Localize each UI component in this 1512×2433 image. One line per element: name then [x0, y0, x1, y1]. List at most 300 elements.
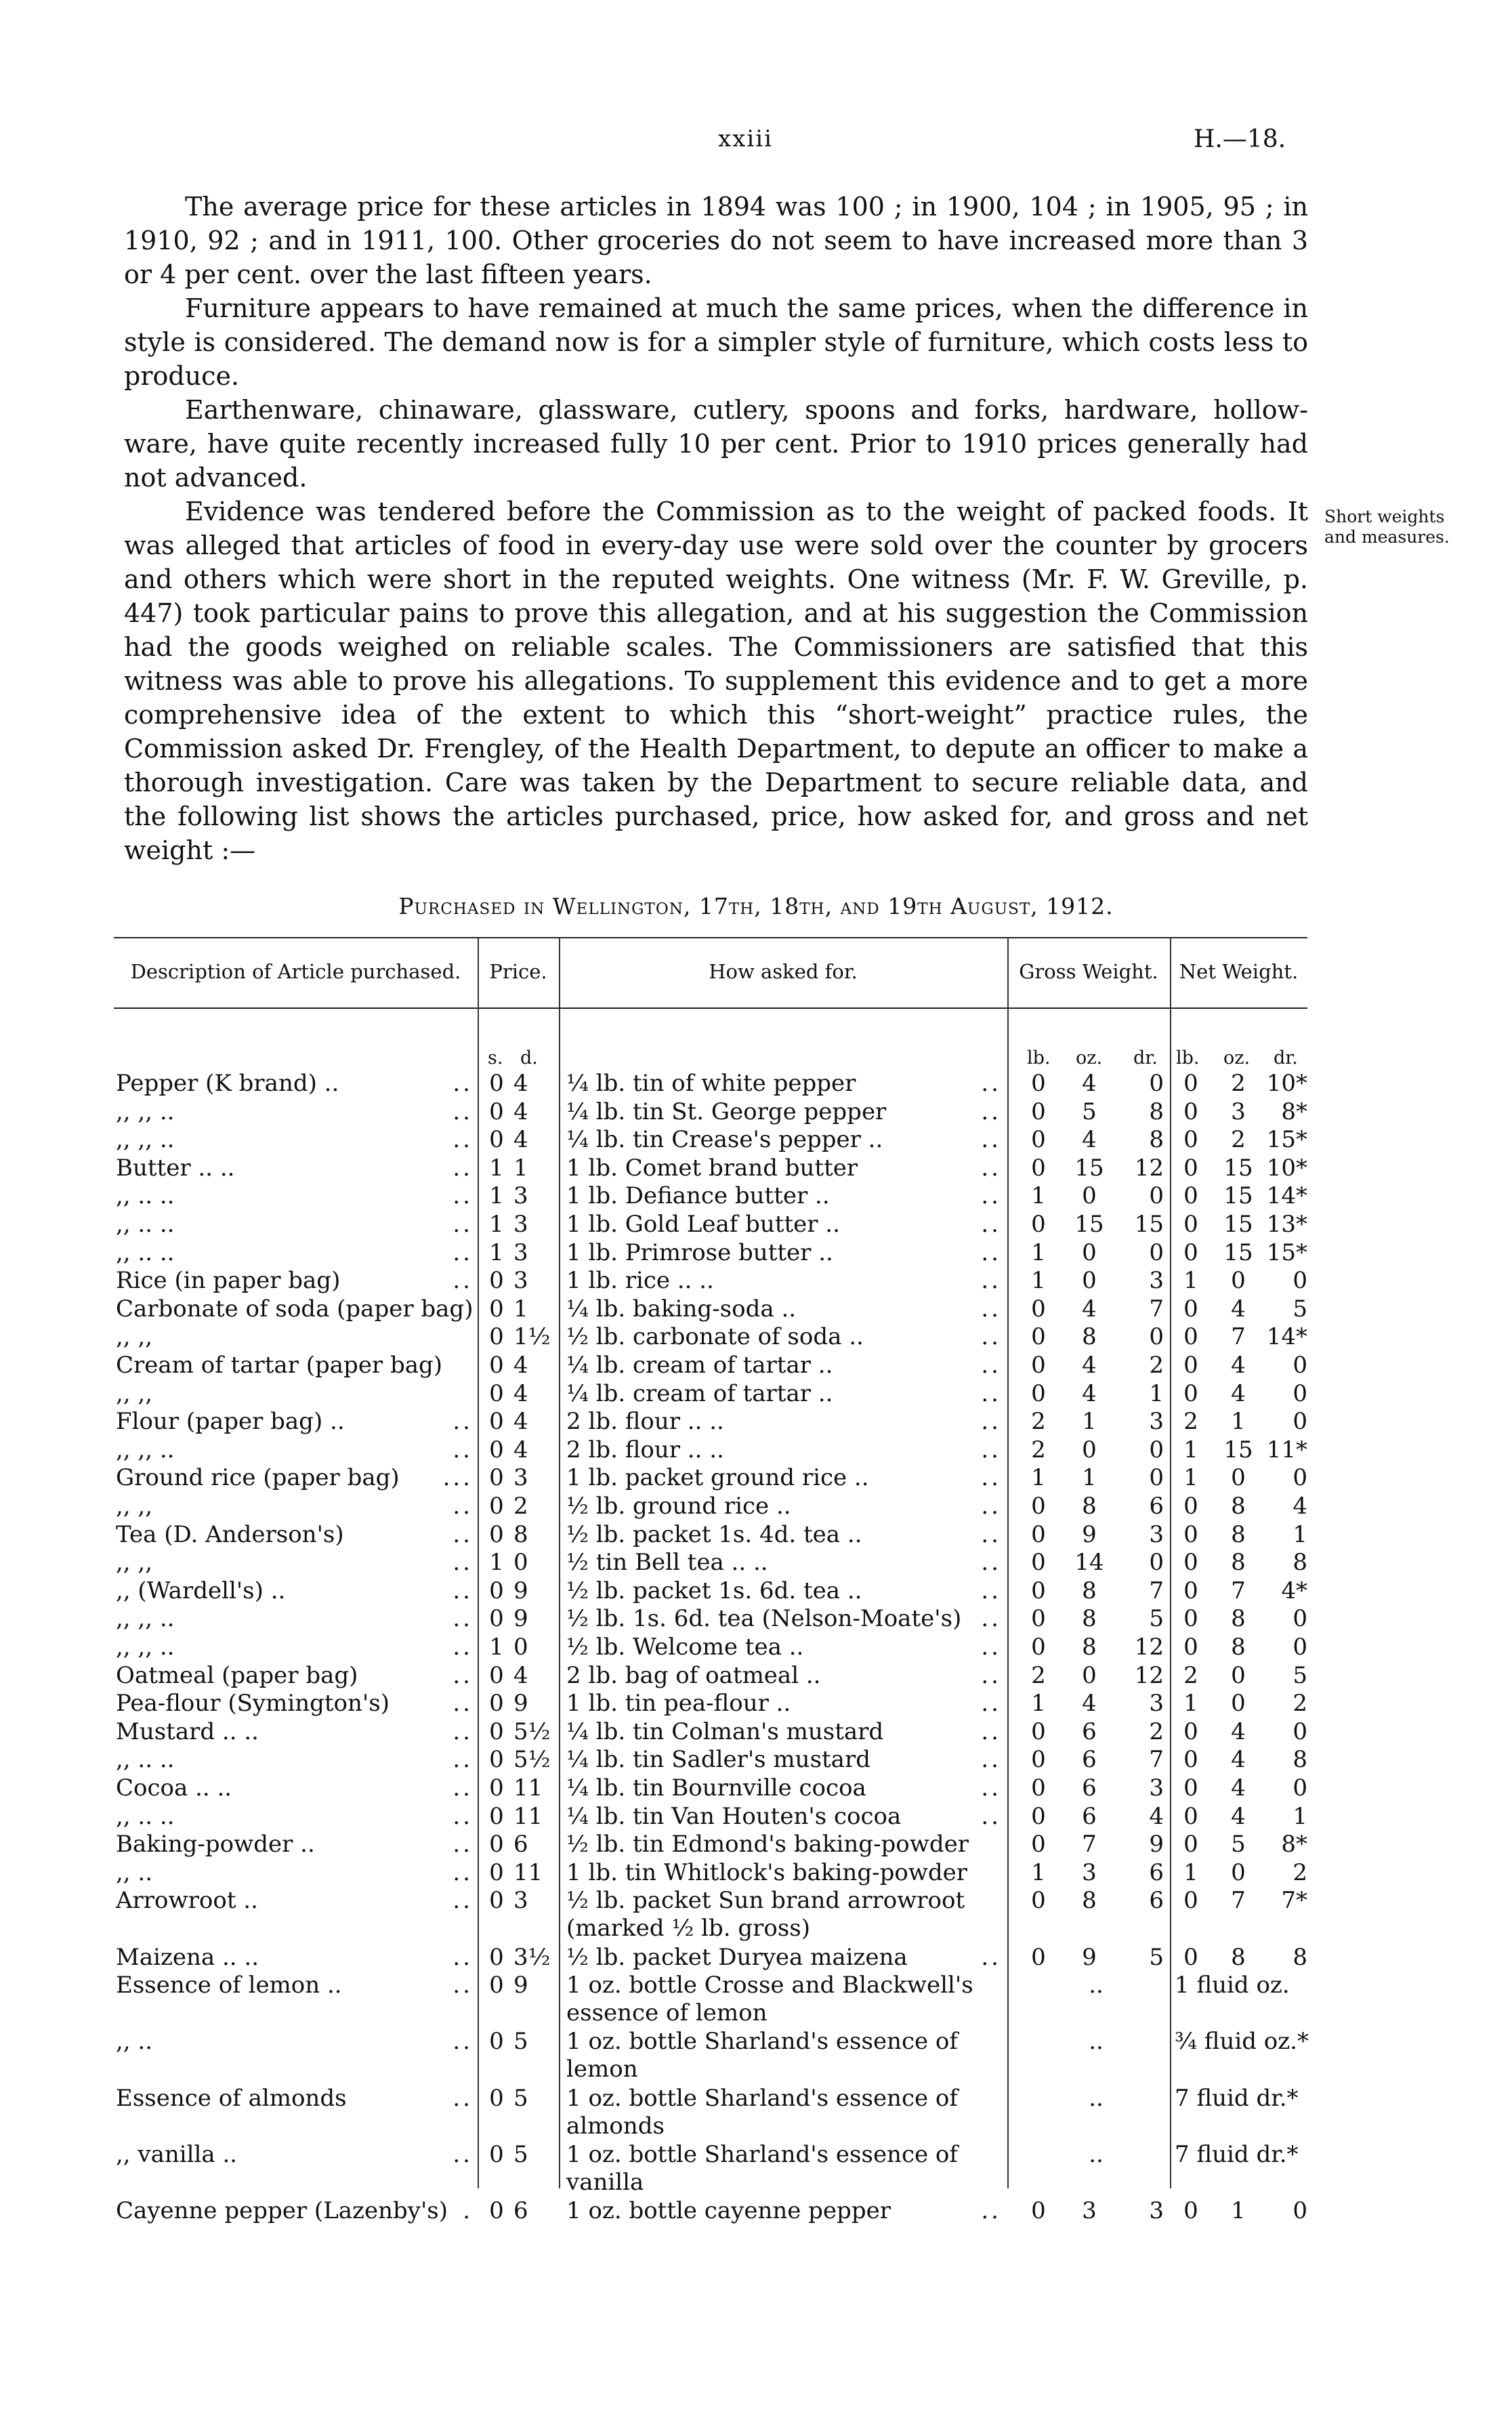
- price-shillings: 0: [489, 1436, 504, 1463]
- leader-dots: ..: [981, 1493, 1001, 1520]
- article-description: ,, ,, ..: [116, 1634, 175, 1661]
- header-how-asked: How asked for.: [709, 960, 858, 983]
- net-oz: 15: [1223, 1154, 1253, 1182]
- price-shillings: 0: [489, 1831, 504, 1858]
- price-shillings: 0: [489, 1267, 504, 1295]
- leader-dots: ..: [981, 1126, 1001, 1154]
- page-header: [0, 125, 1512, 159]
- net-lb: 0: [1183, 1239, 1198, 1266]
- net-oz: 3: [1231, 1098, 1246, 1125]
- net-oz: 7: [1231, 1577, 1246, 1604]
- leader-dots: ..: [453, 1746, 473, 1774]
- price-shillings: 0: [489, 1295, 504, 1323]
- price-shillings: 0: [489, 2028, 504, 2056]
- how-asked-for: 1 lb. tin pea-flour ..: [566, 1690, 791, 1718]
- gross-lb: 0: [1031, 1323, 1046, 1351]
- gross-oz: 7: [1082, 1831, 1097, 1858]
- price-pence: 1: [513, 1295, 528, 1323]
- net-dr: 1: [1293, 1802, 1307, 1830]
- gross-oz: 0: [1082, 1182, 1097, 1210]
- net-lb: 0: [1183, 1634, 1198, 1661]
- leader-dots: ..: [981, 1774, 1001, 1802]
- net-oz: 4: [1231, 1379, 1246, 1407]
- article-description: ,, ,,: [116, 1379, 153, 1407]
- how-asked-for: ¼ lb. tin of white pepper: [566, 1070, 856, 1097]
- price-pence: 4: [513, 1379, 528, 1407]
- price-shillings: 0: [489, 1070, 504, 1097]
- gross-oz: 4: [1082, 1295, 1097, 1323]
- net-lb: 0: [1183, 1718, 1198, 1745]
- leader-dots: ..: [981, 1690, 1001, 1718]
- how-asked-for: ½ lb. packet 1s. 6d. tea ..: [566, 1577, 862, 1604]
- net-oz: 2: [1231, 1126, 1246, 1154]
- gross-lb: 0: [1031, 1605, 1046, 1633]
- gross-dr: 12: [1134, 1154, 1164, 1182]
- body-text: [124, 190, 1308, 867]
- gross-lb: 1: [1031, 1858, 1046, 1886]
- net-dr: 0: [1293, 1634, 1307, 1661]
- net-oz: 7: [1231, 1323, 1246, 1351]
- net-dr: 8: [1293, 1746, 1307, 1774]
- article-description: ,, .. ..: [116, 1746, 175, 1774]
- leader-dots: ..: [981, 1267, 1001, 1295]
- margin-note: Short weights and measures.: [1324, 507, 1450, 547]
- net-lb: 0: [1183, 1070, 1198, 1097]
- how-asked-for: ½ lb. tin Edmond's baking-powder: [566, 1831, 969, 1858]
- gross-oz: 8: [1082, 1577, 1097, 1604]
- gross-oz: 6: [1082, 1802, 1097, 1830]
- gross-oz: 15: [1074, 1154, 1104, 1182]
- gross-oz: 8: [1082, 1634, 1097, 1661]
- gross-dr: 1: [1149, 1379, 1164, 1407]
- leader-dots: ..: [981, 1464, 1001, 1492]
- leader-dots: ..: [981, 1577, 1001, 1604]
- net-dr: 8: [1293, 1549, 1307, 1577]
- net-oz: 8: [1231, 1605, 1246, 1633]
- net-dr: 0: [1293, 1464, 1307, 1492]
- divider-how: [559, 938, 560, 2188]
- gross-dr: 7: [1149, 1295, 1164, 1323]
- gross-oz: 8: [1082, 1605, 1097, 1633]
- price-shillings: 0: [489, 1887, 504, 1915]
- gross-lb: 0: [1031, 1549, 1046, 1577]
- price-pence: 9: [513, 1605, 528, 1633]
- price-pence: 5: [513, 2028, 528, 2056]
- gross-oz: 9: [1082, 1943, 1097, 1971]
- how-asked-for: 1 lb. packet ground rice ..: [566, 1464, 869, 1492]
- how-asked-for: ½ lb. Welcome tea ..: [566, 1634, 804, 1661]
- how-asked-for: ½ tin Bell tea .. ..: [566, 1549, 768, 1577]
- how-asked-for: ¼ lb. tin Sadler's mustard: [566, 1746, 870, 1774]
- gross-lb: 1: [1031, 1182, 1046, 1210]
- price-shillings: 0: [489, 1408, 504, 1436]
- gross-dr: 12: [1134, 1661, 1164, 1689]
- net-fluid-measure: ¾ fluid oz.*: [1175, 2028, 1309, 2056]
- gross-oz: 6: [1082, 1718, 1097, 1745]
- price-pence: 5½: [513, 1746, 551, 1774]
- leader-dots: ..: [981, 1211, 1001, 1238]
- gross-lb: 2: [1031, 1661, 1046, 1689]
- gross-lb: 0: [1031, 1577, 1046, 1604]
- price-pence: 3: [513, 1182, 528, 1210]
- net-lb: 0: [1183, 1379, 1198, 1407]
- how-asked-for: ½ lb. carbonate of soda ..: [566, 1323, 864, 1351]
- header-net-weight: Net Weight.: [1179, 960, 1299, 983]
- paragraph-prices: The average price for these articles in 1894 was 100 ; in 1900, 104 ; in 1905, 95 ; in 1910, 92 ; and in 1911, 100. Other groceries do not seem to have increased more than 3 or 4 per cent. over the last fifteen years.: [124, 192, 1308, 289]
- price-pence: 6: [513, 1831, 528, 1858]
- leader-dots: ..: [453, 1211, 473, 1238]
- price-shillings: 0: [489, 1690, 504, 1718]
- leader-dots: ...: [442, 1464, 473, 1492]
- net-fluid-measure: 1 fluid oz.: [1175, 1972, 1290, 1999]
- price-pence: 0: [513, 1634, 528, 1661]
- leader-dots: ..: [453, 1605, 473, 1633]
- gross-not-given: ..: [1089, 2084, 1104, 2112]
- price-pence: 0: [513, 1549, 528, 1577]
- price-pence: 6: [513, 2197, 528, 2224]
- leader-dots: ..: [981, 1408, 1001, 1436]
- header-gross-weight: Gross Weight.: [1019, 960, 1158, 983]
- gross-lb: 0: [1031, 1295, 1046, 1323]
- article-description: ,, ..: [116, 1858, 153, 1886]
- net-oz: 0: [1231, 1690, 1246, 1718]
- price-pence: 4: [513, 1098, 528, 1125]
- leader-dots: ..: [453, 1070, 473, 1097]
- price-pence: 4: [513, 1661, 528, 1689]
- price-shillings: 0: [489, 1493, 504, 1520]
- gross-dr: 0: [1149, 1182, 1164, 1210]
- article-description: Baking-powder ..: [116, 1831, 315, 1858]
- how-asked-for: ½ lb. packet 1s. 4d. tea ..: [566, 1520, 862, 1548]
- net-fluid-measure: 7 fluid dr.*: [1175, 2140, 1299, 2168]
- price-shillings: 0: [489, 1972, 504, 1999]
- article-description: Carbonate of soda (paper bag): [116, 1295, 474, 1323]
- gross-dr: 3: [1149, 1520, 1164, 1548]
- net-dr: 5: [1293, 1661, 1307, 1689]
- unit-pence: d.: [520, 1047, 538, 1068]
- net-oz: 1: [1231, 1408, 1246, 1436]
- net-oz: 8: [1231, 1493, 1246, 1520]
- how-asked-for: 2 lb. flour .. ..: [566, 1436, 724, 1463]
- article-description: Essence of lemon ..: [116, 1972, 342, 1999]
- net-oz: 1: [1231, 2197, 1246, 2224]
- net-lb: 1: [1183, 1436, 1198, 1463]
- article-description: Butter .. ..: [116, 1154, 235, 1182]
- article-description: Cocoa .. ..: [116, 1774, 232, 1802]
- net-oz: 15: [1223, 1436, 1253, 1463]
- article-description: Tea (D. Anderson's): [116, 1520, 344, 1548]
- net-dr: 0: [1293, 1718, 1307, 1745]
- gross-lb: 0: [1031, 1774, 1046, 1802]
- how-asked-for: 1 lb. Comet brand butter: [566, 1154, 858, 1182]
- article-description: ,, vanilla ..: [116, 2140, 238, 2168]
- net-dr: 0: [1293, 1267, 1307, 1295]
- unit-gross-lb: lb.: [1027, 1047, 1051, 1068]
- gross-dr: 8: [1149, 1126, 1164, 1154]
- how-asked-for: ½ lb. 1s. 6d. tea (Nelson-Moate's): [566, 1605, 962, 1633]
- leader-dots: ..: [453, 1239, 473, 1266]
- article-description: Oatmeal (paper bag): [116, 1661, 358, 1689]
- gross-oz: 6: [1082, 1774, 1097, 1802]
- net-oz: 4: [1231, 1802, 1246, 1830]
- net-oz: 0: [1231, 1661, 1246, 1689]
- gross-lb: 0: [1031, 1126, 1046, 1154]
- net-lb: 1: [1183, 1690, 1198, 1718]
- gross-lb: 1: [1031, 1464, 1046, 1492]
- gross-dr: 3: [1149, 2197, 1164, 2224]
- price-shillings: 1: [489, 1182, 504, 1210]
- net-dr: 11*: [1266, 1436, 1307, 1463]
- net-oz: 2: [1231, 1070, 1246, 1097]
- gross-dr: 6: [1149, 1858, 1164, 1886]
- gross-dr: 3: [1149, 1690, 1164, 1718]
- leader-dots: ..: [981, 1295, 1001, 1323]
- leader-dots: ..: [981, 1549, 1001, 1577]
- gross-lb: 0: [1031, 1943, 1046, 1971]
- article-description: ,, ,, ..: [116, 1098, 175, 1125]
- net-fluid-measure: 7 fluid dr.*: [1175, 2084, 1299, 2112]
- price-shillings: 0: [489, 1379, 504, 1407]
- divider-net: [1170, 938, 1171, 2188]
- price-shillings: 0: [489, 1126, 504, 1154]
- gross-lb: 0: [1031, 1493, 1046, 1520]
- leader-dots: .: [463, 2197, 473, 2224]
- gross-lb: 2: [1031, 1436, 1046, 1463]
- net-dr: 10*: [1266, 1070, 1307, 1097]
- gross-lb: 0: [1031, 2197, 1046, 2224]
- net-dr: 0: [1293, 1408, 1307, 1436]
- leader-dots: ..: [453, 1774, 473, 1802]
- table-title: Purchased in Wellington, 17th, 18th, and 19th August, 1912.: [398, 893, 1114, 919]
- gross-dr: 2: [1149, 1718, 1164, 1745]
- net-lb: 2: [1183, 1408, 1198, 1436]
- price-pence: 9: [513, 1690, 528, 1718]
- gross-lb: 0: [1031, 1379, 1046, 1407]
- price-shillings: 0: [489, 1464, 504, 1492]
- gross-dr: 0: [1149, 1239, 1164, 1266]
- price-pence: 11: [513, 1774, 543, 1802]
- leader-dots: ..: [453, 1972, 473, 1999]
- gross-oz: 8: [1082, 1493, 1097, 1520]
- net-lb: 0: [1183, 1098, 1198, 1125]
- price-pence: 3: [513, 1887, 528, 1915]
- leader-dots: ..: [981, 1352, 1001, 1379]
- gross-dr: 7: [1149, 1577, 1164, 1604]
- net-lb: 0: [1183, 1802, 1198, 1830]
- how-asked-for: 1 lb. Gold Leaf butter ..: [566, 1211, 840, 1238]
- price-pence: 4: [513, 1352, 528, 1379]
- price-shillings: 0: [489, 1605, 504, 1633]
- gross-dr: 8: [1149, 1098, 1164, 1125]
- net-dr: 7*: [1281, 1887, 1307, 1915]
- net-lb: 0: [1183, 1577, 1198, 1604]
- price-shillings: 0: [489, 1774, 504, 1802]
- article-description: Rice (in paper bag): [116, 1267, 341, 1295]
- gross-oz: 4: [1082, 1690, 1097, 1718]
- net-dr: 10*: [1266, 1154, 1307, 1182]
- gross-oz: 9: [1082, 1520, 1097, 1548]
- leader-dots: ..: [453, 1661, 473, 1689]
- price-pence: 8: [513, 1520, 528, 1548]
- price-pence: 5½: [513, 1718, 551, 1745]
- gross-dr: 6: [1149, 1493, 1164, 1520]
- net-oz: 8: [1231, 1634, 1246, 1661]
- leader-dots: ..: [453, 1182, 473, 1210]
- net-lb: 1: [1183, 1464, 1198, 1492]
- article-description: ,, (Wardell's) ..: [116, 1577, 286, 1604]
- how-asked-for: ¼ lb. tin Bournville cocoa: [566, 1774, 866, 1802]
- price-pence: 4: [513, 1070, 528, 1097]
- article-description: Essence of almonds: [116, 2084, 347, 2112]
- gross-dr: 3: [1149, 1408, 1164, 1436]
- article-description: ,, ,, ..: [116, 1605, 175, 1633]
- price-shillings: 1: [489, 1239, 504, 1266]
- price-pence: 11: [513, 1858, 543, 1886]
- price-shillings: 0: [489, 2084, 504, 2112]
- unit-shillings: s.: [488, 1047, 503, 1068]
- gross-lb: 0: [1031, 1070, 1046, 1097]
- price-pence: 3: [513, 1464, 528, 1492]
- article-description: Pea-flour (Symington's): [116, 1690, 390, 1718]
- price-shillings: 1: [489, 1549, 504, 1577]
- leader-dots: ..: [981, 2197, 1001, 2224]
- paragraph-earthenware: Earthenware, chinaware, glassware, cutlery, spoons and forks, hardware, hollow-ware, have quite recently increased fully 10 per cent. Prior to 1910 prices generally had not advanced.: [124, 395, 1308, 493]
- gross-lb: 0: [1031, 1634, 1046, 1661]
- article-description: Cream of tartar (paper bag): [116, 1352, 443, 1379]
- net-oz: 4: [1231, 1746, 1246, 1774]
- price-shillings: 0: [489, 1746, 504, 1774]
- price-shillings: 0: [489, 1352, 504, 1379]
- gross-oz: 1: [1082, 1408, 1097, 1436]
- net-lb: 0: [1183, 1295, 1198, 1323]
- price-shillings: 0: [489, 1858, 504, 1886]
- net-lb: 0: [1183, 1323, 1198, 1351]
- price-pence: 1: [513, 1154, 528, 1182]
- unit-net-oz: oz.: [1223, 1047, 1251, 1068]
- price-shillings: 0: [489, 1718, 504, 1745]
- leader-dots: ..: [453, 2028, 473, 2056]
- net-lb: 0: [1183, 1746, 1198, 1774]
- net-oz: 8: [1231, 1943, 1246, 1971]
- how-asked-for: 1 lb. tin Whitlock's baking-powder: [566, 1858, 968, 1886]
- leader-dots: ..: [453, 1831, 473, 1858]
- how-asked-for: 2 lb. flour .. ..: [566, 1408, 724, 1436]
- net-lb: 1: [1183, 1858, 1198, 1886]
- net-oz: 15: [1223, 1239, 1253, 1266]
- net-lb: 0: [1183, 1549, 1198, 1577]
- price-pence: 9: [513, 1577, 528, 1604]
- net-oz: 15: [1223, 1211, 1253, 1238]
- how-asked-for: 1 oz. bottle cayenne pepper: [566, 2197, 891, 2224]
- divider-price: [478, 938, 479, 2188]
- gross-oz: 8: [1082, 1323, 1097, 1351]
- net-dr: 4*: [1281, 1577, 1307, 1604]
- gross-dr: 7: [1149, 1746, 1164, 1774]
- price-pence: 3½: [513, 1943, 551, 1971]
- price-pence: 5: [513, 2140, 528, 2168]
- gross-oz: 5: [1082, 1098, 1097, 1125]
- article-description: ,, ..: [116, 2028, 153, 2056]
- leader-dots: ..: [453, 1408, 473, 1436]
- gross-lb: 0: [1031, 1211, 1046, 1238]
- net-dr: 14*: [1266, 1323, 1307, 1351]
- leader-dots: ..: [453, 1493, 473, 1520]
- article-description: Maizena .. ..: [116, 1943, 259, 1971]
- net-dr: 15*: [1266, 1126, 1307, 1154]
- unit-gross-dr: dr.: [1133, 1047, 1158, 1068]
- net-dr: 0: [1293, 1379, 1307, 1407]
- net-lb: 0: [1183, 1154, 1198, 1182]
- price-pence: 4: [513, 1126, 528, 1154]
- leader-dots: ..: [453, 1267, 473, 1295]
- gross-oz: 0: [1082, 1267, 1097, 1295]
- unit-net-lb: lb.: [1176, 1047, 1200, 1068]
- price-pence: 5: [513, 2084, 528, 2112]
- gross-not-given: ..: [1089, 2140, 1104, 2168]
- table-top-rule: [114, 937, 1307, 938]
- leader-dots: ..: [453, 1718, 473, 1745]
- article-description: ,, ,, ..: [116, 1436, 175, 1463]
- how-asked-for: ½ lb. packet Sun brand arrowroot (marked ½ lb. gross): [566, 1887, 965, 1942]
- net-dr: 0: [1293, 2197, 1307, 2224]
- leader-dots: ..: [453, 1126, 473, 1154]
- net-lb: 1: [1183, 1267, 1198, 1295]
- how-asked-for: 1 oz. bottle Sharland's essence of lemon: [566, 2028, 958, 2083]
- gross-dr: 0: [1149, 1070, 1164, 1097]
- price-shillings: 0: [489, 1943, 504, 1971]
- article-description: Pepper (K brand) ..: [116, 1070, 339, 1097]
- gross-dr: 9: [1149, 1831, 1164, 1858]
- net-dr: 2: [1293, 1690, 1307, 1718]
- gross-lb: 0: [1031, 1746, 1046, 1774]
- article-description: ,, .. ..: [116, 1182, 175, 1210]
- leader-dots: ..: [981, 1070, 1001, 1097]
- net-dr: 2: [1293, 1858, 1307, 1886]
- net-oz: 4: [1231, 1718, 1246, 1745]
- gross-lb: 0: [1031, 1098, 1046, 1125]
- price-pence: 1½: [513, 1323, 551, 1351]
- article-description: ,, .. ..: [116, 1239, 175, 1266]
- gross-oz: 15: [1074, 1211, 1104, 1238]
- header-description: Description of Article purchased.: [130, 960, 461, 983]
- gross-lb: 0: [1031, 1802, 1046, 1830]
- gross-lb: 2: [1031, 1408, 1046, 1436]
- leader-dots: ..: [981, 1436, 1001, 1463]
- net-oz: 5: [1231, 1831, 1246, 1858]
- how-asked-for: ¼ lb. cream of tartar ..: [566, 1379, 833, 1407]
- how-asked-for: ¼ lb. tin Crease's pepper ..: [566, 1126, 883, 1154]
- net-lb: 0: [1183, 1605, 1198, 1633]
- gross-oz: 6: [1082, 1746, 1097, 1774]
- net-lb: 2: [1183, 1661, 1198, 1689]
- leader-dots: ..: [453, 1887, 473, 1915]
- leader-dots: ..: [981, 1520, 1001, 1548]
- net-lb: 0: [1183, 1887, 1198, 1915]
- price-pence: 3: [513, 1267, 528, 1295]
- how-asked-for: ½ lb. ground rice ..: [566, 1493, 791, 1520]
- gross-oz: 4: [1082, 1352, 1097, 1379]
- divider-gross: [1007, 938, 1009, 2188]
- leader-dots: ..: [453, 1436, 473, 1463]
- net-oz: 4: [1231, 1352, 1246, 1379]
- leader-dots: ..: [453, 2140, 473, 2168]
- net-oz: 8: [1231, 1549, 1246, 1577]
- price-shillings: 0: [489, 1098, 504, 1125]
- leader-dots: ..: [453, 2084, 473, 2112]
- net-dr: 5: [1293, 1295, 1307, 1323]
- how-asked-for: 1 lb. rice .. ..: [566, 1267, 714, 1295]
- gross-lb: 1: [1031, 1239, 1046, 1266]
